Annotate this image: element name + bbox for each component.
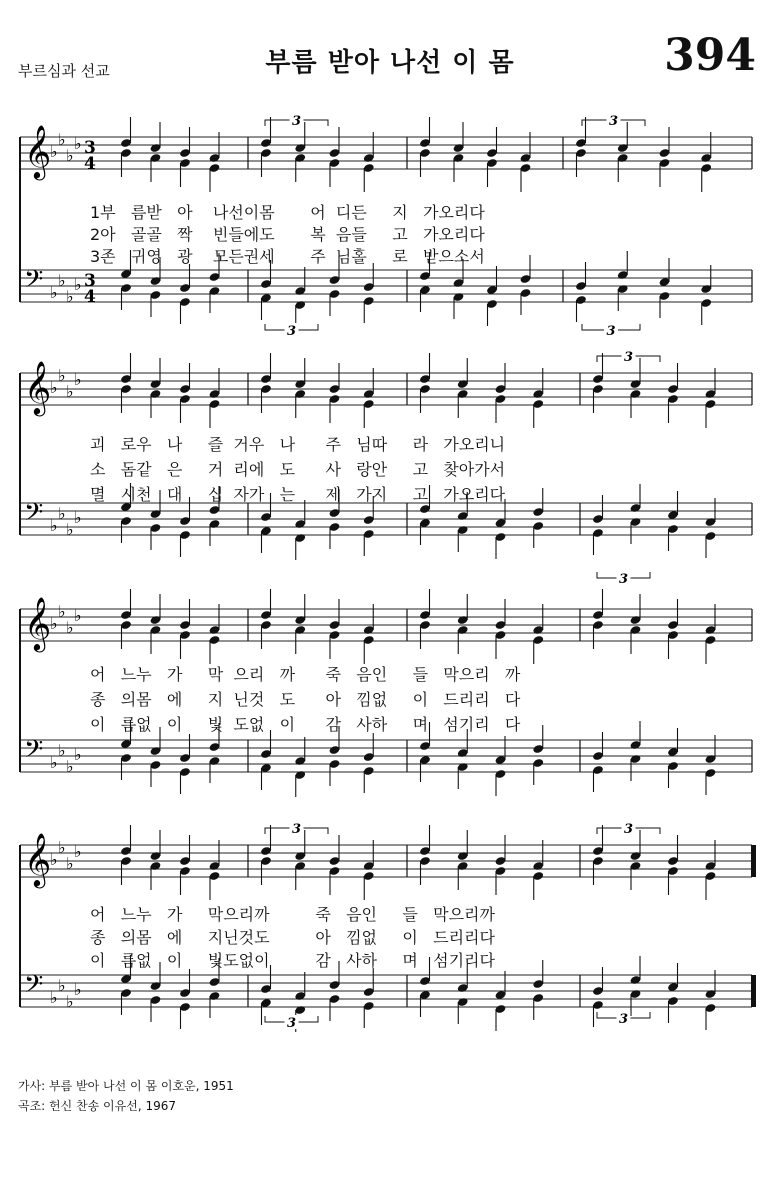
- flat-icon: ♭: [58, 838, 66, 857]
- hymn-number: 394: [664, 30, 756, 81]
- flat-icon: ♭: [58, 504, 66, 523]
- time-sig-bottom: 4: [84, 287, 96, 307]
- triplet-number: 3: [286, 1016, 297, 1031]
- lyric-line-2-3: 멸 시천 대 십 자가 는 제 가지 고 가오리다: [90, 485, 506, 504]
- flat-icon: ♭: [74, 134, 82, 153]
- flat-icon: ♭: [66, 757, 74, 776]
- bass-clef-icon: 𝄢: [24, 265, 44, 300]
- final-bar: [751, 845, 756, 877]
- flat-icon: ♭: [74, 508, 82, 527]
- lyric-line-2-2: 소 돔같 은 거 리에 도 사 랑안 고 찾아가서: [90, 460, 506, 479]
- credits: [18, 1076, 234, 1116]
- lyric-line-2-1: 괴 로우 나 즐 거우 나 주 님따 라 가오리니: [90, 435, 506, 454]
- triplet-number: 3: [623, 822, 634, 837]
- treble-clef-icon: 𝄞: [24, 360, 52, 414]
- lyric-line-3-2: 종 의몸 에 지 닌것 도 아 낌없 이 드리리 다: [90, 690, 521, 709]
- flat-icon: ♭: [58, 602, 66, 621]
- flat-icon: ♭: [74, 370, 82, 389]
- time-sig-top: 3: [84, 271, 96, 291]
- section-label: 부르심과 선교: [18, 62, 110, 80]
- flat-icon: ♭: [50, 614, 58, 633]
- flat-icon: ♭: [50, 283, 58, 302]
- final-bar: [751, 975, 756, 1007]
- triplet-number: 3: [606, 324, 616, 339]
- lyric-line-1-1: 1부 름받 아 나선이몸 어 디든 지 가오리다: [90, 203, 485, 222]
- flat-icon: ♭: [58, 976, 66, 995]
- flat-icon: ♭: [74, 980, 82, 999]
- flat-icon: ♭: [50, 378, 58, 397]
- treble-clef-icon: 𝄞: [24, 596, 52, 650]
- triplet-number: 3: [286, 324, 297, 339]
- credits-music: 곡조: 헌신 찬송 이유선, 1967: [18, 1099, 176, 1113]
- triplet-number: 3: [291, 114, 302, 129]
- lyric-line-1-2: 2아 골골 짝 빈들에도 복 음들 고 가오리다: [90, 225, 485, 244]
- lyric-line-3-3: 이 름없 이 빛 도없 이 감 사하 며 섬기리 다: [90, 715, 521, 734]
- flat-icon: ♭: [66, 146, 74, 165]
- flat-icon: ♭: [74, 842, 82, 861]
- flat-icon: ♭: [58, 366, 66, 385]
- flat-icon: ♭: [66, 287, 74, 306]
- flat-icon: ♭: [58, 271, 66, 290]
- triplet-number: 3: [608, 114, 619, 129]
- triplet-number: 3: [623, 350, 634, 365]
- time-sig-bottom: 4: [84, 154, 96, 174]
- lyric-line-4-3: 이 름없 이 빛도없이 감 사하 며 섬기리다: [90, 951, 495, 970]
- flat-icon: ♭: [66, 854, 74, 873]
- flat-icon: ♭: [50, 516, 58, 535]
- flat-icon: ♭: [50, 753, 58, 772]
- bass-clef-icon: 𝄢: [24, 970, 44, 1005]
- bass-clef-icon: 𝄢: [24, 735, 44, 770]
- flat-icon: ♭: [50, 988, 58, 1007]
- flat-icon: ♭: [66, 520, 74, 539]
- lyric-line-3-1: 어 느누 가 막 으리 까 죽 음인 들 막으리 까: [90, 665, 521, 684]
- flat-icon: ♭: [66, 382, 74, 401]
- treble-clef-icon: 𝄞: [24, 124, 52, 178]
- credits-lyrics: 가사: 부름 받아 나선 이 몸 이호운, 1951: [18, 1079, 234, 1093]
- flat-icon: ♭: [74, 606, 82, 625]
- triplet-number: 3: [618, 572, 629, 587]
- flat-icon: ♭: [74, 275, 82, 294]
- flat-icon: ♭: [66, 992, 74, 1011]
- time-sig-top: 3: [84, 138, 96, 158]
- lyric-line-4-1: 어 느누 가 막으리까 죽 음인 들 막으리까: [90, 905, 495, 924]
- treble-clef-icon: 𝄞: [24, 832, 52, 886]
- flat-icon: ♭: [66, 618, 74, 637]
- flat-icon: ♭: [58, 130, 66, 149]
- triplet-number: 3: [291, 822, 302, 837]
- lyric-line-1-3: 3존 귀영 광 모든권세 주 님홀 로 받으소서: [90, 247, 485, 266]
- flat-icon: ♭: [50, 142, 58, 161]
- bass-clef-icon: 𝄢: [24, 498, 44, 533]
- flat-icon: ♭: [58, 741, 66, 760]
- flat-icon: ♭: [74, 745, 82, 764]
- hymn-title: 부름 받아 나선 이 몸: [265, 48, 515, 78]
- triplet-number: 3: [618, 1012, 629, 1027]
- lyric-line-4-2: 종 의몸 에 지닌것도 아 낌없 이 드리리다: [90, 928, 495, 947]
- flat-icon: ♭: [50, 850, 58, 869]
